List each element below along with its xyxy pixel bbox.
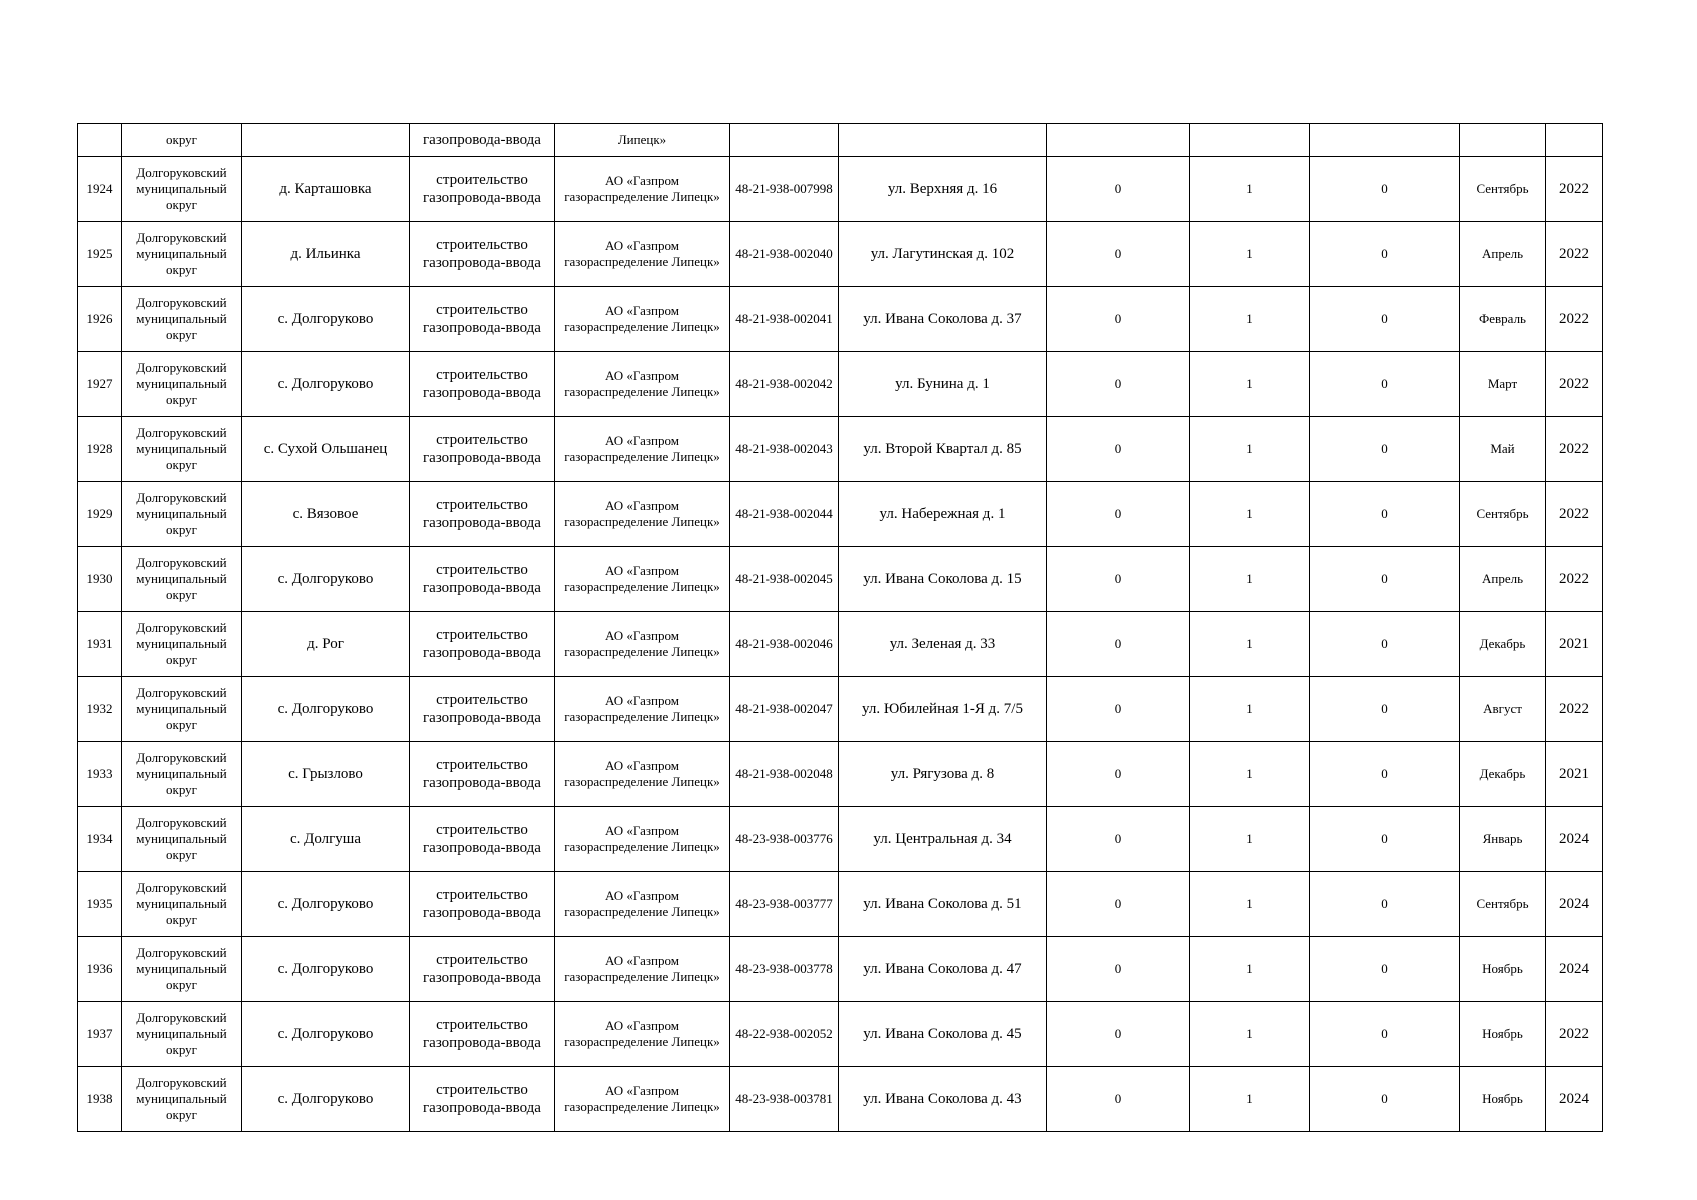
- cell-object-number: 48-21-938-007998: [730, 157, 839, 222]
- table-row: [78, 1002, 1603, 1067]
- cell-month: Апрель: [1460, 222, 1546, 287]
- cell-settlement: с. Долгоруково: [242, 287, 410, 352]
- table-row: [78, 417, 1603, 482]
- cell-year: 2024: [1546, 807, 1603, 872]
- cell-value-b: 1: [1190, 547, 1310, 612]
- cell-row-number: 1925: [78, 222, 122, 287]
- table-body: [78, 124, 1603, 1132]
- cell-object-number: 48-21-938-002042: [730, 352, 839, 417]
- cell-month: Ноябрь: [1460, 937, 1546, 1002]
- cell-value-c: 0: [1310, 1067, 1460, 1132]
- cell-value-c: 0: [1310, 872, 1460, 937]
- cell-year: 2021: [1546, 742, 1603, 807]
- cell-value-a: 0: [1047, 482, 1190, 547]
- cell-address: ул. Лагутинская д. 102: [839, 222, 1047, 287]
- cell-row-number: 1935: [78, 872, 122, 937]
- cell-value-a: 0: [1047, 1067, 1190, 1132]
- cell-organization: АО «Газпром газораспределение Липецк»: [555, 937, 730, 1002]
- cell-settlement: с. Долгоруково: [242, 872, 410, 937]
- cell-address: ул. Зеленая д. 33: [839, 612, 1047, 677]
- cell-settlement: с. Долгуша: [242, 807, 410, 872]
- cell-district: Долгоруковский муниципальный округ: [122, 807, 242, 872]
- cell-settlement: д. Карташовка: [242, 157, 410, 222]
- table-row: [78, 482, 1603, 547]
- cell-object-number: 48-21-938-002046: [730, 612, 839, 677]
- cell-address: ул. Центральная д. 34: [839, 807, 1047, 872]
- table-row: [78, 612, 1603, 677]
- cell-organization: АО «Газпром газораспределение Липецк»: [555, 547, 730, 612]
- cell-value-c: 0: [1310, 612, 1460, 677]
- cell-object-number: 48-21-938-002043: [730, 417, 839, 482]
- cell-value-a: 0: [1047, 1002, 1190, 1067]
- cell-value-b: 1: [1190, 937, 1310, 1002]
- cell-organization: АО «Газпром газораспределение Липецк»: [555, 1002, 730, 1067]
- cell-value-a: 0: [1047, 677, 1190, 742]
- cell-month: Август: [1460, 677, 1546, 742]
- cell-object-number: 48-23-938-003778: [730, 937, 839, 1002]
- cell-district: Долгоруковский муниципальный округ: [122, 612, 242, 677]
- table-row: [78, 157, 1603, 222]
- cell-work-type: строительство газопровода-ввода: [410, 742, 555, 807]
- cell-organization: АО «Газпром газораспределение Липецк»: [555, 742, 730, 807]
- cell-value-b: 1: [1190, 612, 1310, 677]
- cell-address: ул. Набережная д. 1: [839, 482, 1047, 547]
- cell-work-type: строительство газопровода-ввода: [410, 1067, 555, 1132]
- cell-row-number: 1926: [78, 287, 122, 352]
- cell-row-number: 1931: [78, 612, 122, 677]
- cell-object-number: 48-21-938-002045: [730, 547, 839, 612]
- cell-work-type: строительство газопровода-ввода: [410, 482, 555, 547]
- cell-work-type: газопровода-ввода: [410, 124, 555, 157]
- cell-settlement: д. Ильинка: [242, 222, 410, 287]
- cell-value-c: 0: [1310, 547, 1460, 612]
- cell-month: Сентябрь: [1460, 872, 1546, 937]
- cell-value-b: 1: [1190, 352, 1310, 417]
- cell-value-a: [1047, 124, 1190, 157]
- cell-object-number: 48-21-938-002041: [730, 287, 839, 352]
- cell-value-c: 0: [1310, 417, 1460, 482]
- cell-organization: АО «Газпром газораспределение Липецк»: [555, 352, 730, 417]
- cell-organization: АО «Газпром газораспределение Липецк»: [555, 287, 730, 352]
- cell-organization: АО «Газпром газораспределение Липецк»: [555, 872, 730, 937]
- cell-work-type: строительство газопровода-ввода: [410, 1002, 555, 1067]
- cell-row-number: 1937: [78, 1002, 122, 1067]
- cell-value-b: 1: [1190, 807, 1310, 872]
- cell-settlement: [242, 124, 410, 157]
- cell-value-b: 1: [1190, 1002, 1310, 1067]
- cell-value-b: 1: [1190, 677, 1310, 742]
- cell-work-type: строительство газопровода-ввода: [410, 677, 555, 742]
- cell-row-number: 1928: [78, 417, 122, 482]
- cell-value-b: 1: [1190, 287, 1310, 352]
- cell-object-number: 48-21-938-002048: [730, 742, 839, 807]
- cell-organization: АО «Газпром газораспределение Липецк»: [555, 157, 730, 222]
- cell-organization: АО «Газпром газораспределение Липецк»: [555, 612, 730, 677]
- cell-value-a: 0: [1047, 937, 1190, 1002]
- table-row: [78, 937, 1603, 1002]
- cell-district: Долгоруковский муниципальный округ: [122, 937, 242, 1002]
- table-row: [78, 222, 1603, 287]
- cell-work-type: строительство газопровода-ввода: [410, 417, 555, 482]
- cell-district: округ: [122, 124, 242, 157]
- cell-value-c: 0: [1310, 222, 1460, 287]
- cell-row-number: 1924: [78, 157, 122, 222]
- cell-district: Долгоруковский муниципальный округ: [122, 352, 242, 417]
- cell-address: ул. Юбилейная 1-Я д. 7/5: [839, 677, 1047, 742]
- cell-object-number: 48-23-938-003777: [730, 872, 839, 937]
- cell-month: Ноябрь: [1460, 1002, 1546, 1067]
- cell-row-number: [78, 124, 122, 157]
- cell-value-b: 1: [1190, 417, 1310, 482]
- cell-object-number: 48-21-938-002044: [730, 482, 839, 547]
- cell-object-number: 48-23-938-003776: [730, 807, 839, 872]
- cell-year: 2022: [1546, 352, 1603, 417]
- cell-row-number: 1933: [78, 742, 122, 807]
- cell-district: Долгоруковский муниципальный округ: [122, 872, 242, 937]
- cell-organization: Липецк»: [555, 124, 730, 157]
- table-row: [78, 677, 1603, 742]
- cell-month: Май: [1460, 417, 1546, 482]
- cell-year: 2022: [1546, 1002, 1603, 1067]
- cell-settlement: с. Долгоруково: [242, 547, 410, 612]
- cell-value-a: 0: [1047, 547, 1190, 612]
- cell-district: Долгоруковский муниципальный округ: [122, 417, 242, 482]
- cell-settlement: с. Долгоруково: [242, 352, 410, 417]
- cell-month: Декабрь: [1460, 612, 1546, 677]
- cell-row-number: 1932: [78, 677, 122, 742]
- cell-year: 2022: [1546, 677, 1603, 742]
- cell-row-number: 1929: [78, 482, 122, 547]
- cell-month: [1460, 124, 1546, 157]
- cell-district: Долгоруковский муниципальный округ: [122, 677, 242, 742]
- cell-settlement: д. Рог: [242, 612, 410, 677]
- cell-organization: АО «Газпром газораспределение Липецк»: [555, 417, 730, 482]
- cell-work-type: строительство газопровода-ввода: [410, 872, 555, 937]
- cell-month: Январь: [1460, 807, 1546, 872]
- cell-organization: АО «Газпром газораспределение Липецк»: [555, 807, 730, 872]
- table-row: [78, 1067, 1603, 1132]
- cell-value-a: 0: [1047, 872, 1190, 937]
- cell-object-number: [730, 124, 839, 157]
- cell-district: Долгоруковский муниципальный округ: [122, 157, 242, 222]
- cell-address: ул. Ивана Соколова д. 45: [839, 1002, 1047, 1067]
- cell-value-c: 0: [1310, 352, 1460, 417]
- cell-value-a: 0: [1047, 612, 1190, 677]
- cell-row-number: 1936: [78, 937, 122, 1002]
- cell-value-a: 0: [1047, 157, 1190, 222]
- cell-value-b: [1190, 124, 1310, 157]
- cell-value-b: 1: [1190, 157, 1310, 222]
- cell-address: ул. Ивана Соколова д. 43: [839, 1067, 1047, 1132]
- cell-object-number: 48-21-938-002047: [730, 677, 839, 742]
- cell-year: 2022: [1546, 482, 1603, 547]
- cell-month: Февраль: [1460, 287, 1546, 352]
- cell-month: Декабрь: [1460, 742, 1546, 807]
- cell-value-a: 0: [1047, 807, 1190, 872]
- cell-settlement: с. Долгоруково: [242, 937, 410, 1002]
- cell-value-b: 1: [1190, 482, 1310, 547]
- cell-organization: АО «Газпром газораспределение Липецк»: [555, 677, 730, 742]
- table-row: [78, 547, 1603, 612]
- table-row: [78, 352, 1603, 417]
- cell-address: ул. Ивана Соколова д. 15: [839, 547, 1047, 612]
- cell-organization: АО «Газпром газораспределение Липецк»: [555, 482, 730, 547]
- cell-district: Долгоруковский муниципальный округ: [122, 482, 242, 547]
- cell-address: ул. Бунина д. 1: [839, 352, 1047, 417]
- cell-settlement: с. Долгоруково: [242, 677, 410, 742]
- cell-address: ул. Ивана Соколова д. 37: [839, 287, 1047, 352]
- cell-address: ул. Рягузова д. 8: [839, 742, 1047, 807]
- cell-value-b: 1: [1190, 872, 1310, 937]
- cell-value-a: 0: [1047, 352, 1190, 417]
- continuation-row: [78, 124, 1603, 157]
- cell-address: [839, 124, 1047, 157]
- cell-row-number: 1927: [78, 352, 122, 417]
- cell-year: 2024: [1546, 937, 1603, 1002]
- cell-year: 2022: [1546, 222, 1603, 287]
- cell-district: Долгоруковский муниципальный округ: [122, 222, 242, 287]
- cell-value-b: 1: [1190, 1067, 1310, 1132]
- cell-year: 2022: [1546, 157, 1603, 222]
- cell-month: Март: [1460, 352, 1546, 417]
- cell-value-a: 0: [1047, 742, 1190, 807]
- cell-work-type: строительство газопровода-ввода: [410, 157, 555, 222]
- cell-month: Сентябрь: [1460, 482, 1546, 547]
- table-row: [78, 742, 1603, 807]
- cell-settlement: с. Сухой Ольшанец: [242, 417, 410, 482]
- cell-value-c: 0: [1310, 157, 1460, 222]
- cell-row-number: 1938: [78, 1067, 122, 1132]
- cell-year: 2024: [1546, 1067, 1603, 1132]
- cell-settlement: с. Грызлово: [242, 742, 410, 807]
- cell-year: 2021: [1546, 612, 1603, 677]
- cell-organization: АО «Газпром газораспределение Липецк»: [555, 222, 730, 287]
- cell-value-c: [1310, 124, 1460, 157]
- cell-value-c: 0: [1310, 677, 1460, 742]
- cell-value-c: 0: [1310, 1002, 1460, 1067]
- cell-month: Ноябрь: [1460, 1067, 1546, 1132]
- cell-month: Апрель: [1460, 547, 1546, 612]
- cell-organization: АО «Газпром газораспределение Липецк»: [555, 1067, 730, 1132]
- cell-month: Сентябрь: [1460, 157, 1546, 222]
- cell-address: ул. Ивана Соколова д. 47: [839, 937, 1047, 1002]
- cell-work-type: строительство газопровода-ввода: [410, 807, 555, 872]
- cell-work-type: строительство газопровода-ввода: [410, 222, 555, 287]
- cell-object-number: 48-22-938-002052: [730, 1002, 839, 1067]
- cell-value-c: 0: [1310, 937, 1460, 1002]
- cell-value-a: 0: [1047, 287, 1190, 352]
- cell-value-c: 0: [1310, 287, 1460, 352]
- cell-work-type: строительство газопровода-ввода: [410, 612, 555, 677]
- cell-address: ул. Верхняя д. 16: [839, 157, 1047, 222]
- cell-year: 2022: [1546, 287, 1603, 352]
- cell-value-c: 0: [1310, 807, 1460, 872]
- cell-district: Долгоруковский муниципальный округ: [122, 287, 242, 352]
- cell-row-number: 1930: [78, 547, 122, 612]
- cell-year: 2022: [1546, 417, 1603, 482]
- table-row: [78, 872, 1603, 937]
- cell-value-a: 0: [1047, 222, 1190, 287]
- table-row: [78, 287, 1603, 352]
- cell-settlement: с. Вязовое: [242, 482, 410, 547]
- cell-object-number: 48-21-938-002040: [730, 222, 839, 287]
- cell-work-type: строительство газопровода-ввода: [410, 287, 555, 352]
- cell-work-type: строительство газопровода-ввода: [410, 547, 555, 612]
- cell-value-a: 0: [1047, 417, 1190, 482]
- cell-address: ул. Ивана Соколова д. 51: [839, 872, 1047, 937]
- cell-district: Долгоруковский муниципальный округ: [122, 1002, 242, 1067]
- cell-value-c: 0: [1310, 482, 1460, 547]
- cell-object-number: 48-23-938-003781: [730, 1067, 839, 1132]
- cell-district: Долгоруковский муниципальный округ: [122, 1067, 242, 1132]
- cell-value-b: 1: [1190, 742, 1310, 807]
- cell-settlement: с. Долгоруково: [242, 1067, 410, 1132]
- cell-district: Долгоруковский муниципальный округ: [122, 547, 242, 612]
- cell-value-b: 1: [1190, 222, 1310, 287]
- cell-year: 2024: [1546, 872, 1603, 937]
- cell-row-number: 1934: [78, 807, 122, 872]
- cell-work-type: строительство газопровода-ввода: [410, 937, 555, 1002]
- cell-year: [1546, 124, 1603, 157]
- cell-address: ул. Второй Квартал д. 85: [839, 417, 1047, 482]
- cell-year: 2022: [1546, 547, 1603, 612]
- cell-value-c: 0: [1310, 742, 1460, 807]
- cell-district: Долгоруковский муниципальный округ: [122, 742, 242, 807]
- cell-settlement: с. Долгоруково: [242, 1002, 410, 1067]
- gas-connection-table: [77, 123, 1603, 1132]
- cell-work-type: строительство газопровода-ввода: [410, 352, 555, 417]
- table-row: [78, 807, 1603, 872]
